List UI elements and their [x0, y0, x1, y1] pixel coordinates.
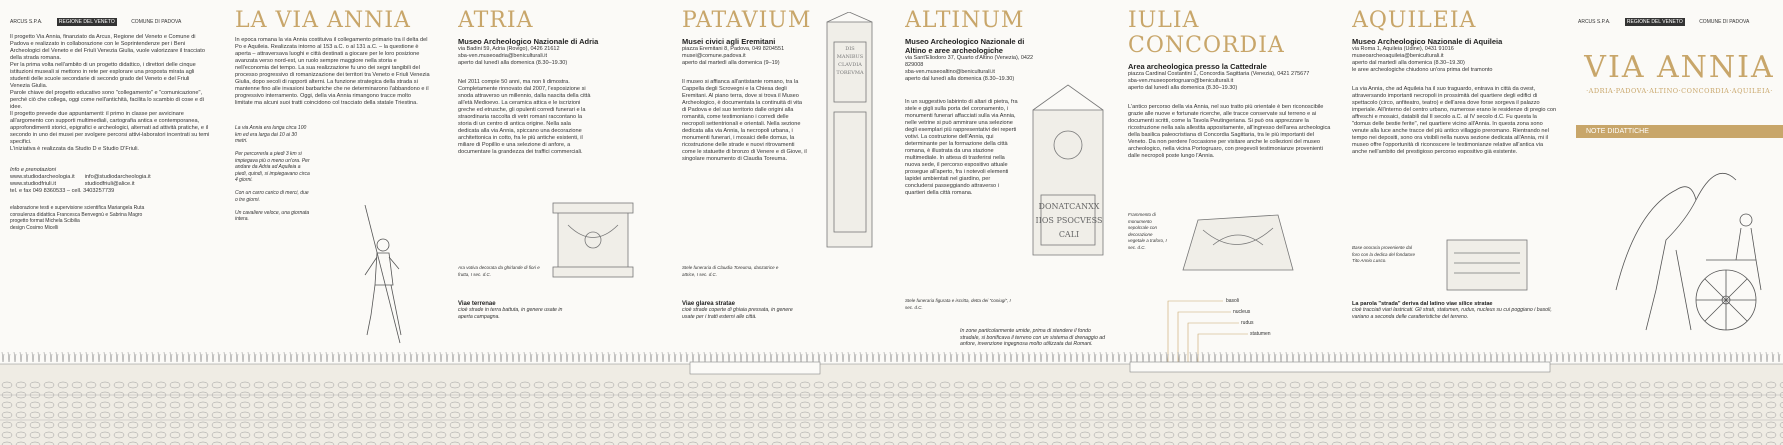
caption-4: Un cavaliere veloce, una giornata intera. — [235, 209, 310, 222]
aquileia-email[interactable]: museoarcheoaquileia@beniculturali.it — [1352, 53, 1444, 59]
label-statumen: statumen — [1250, 331, 1271, 337]
info-email-1[interactable]: info@studiodarcheologia.it — [84, 174, 151, 180]
chariot-illustration — [1596, 150, 1776, 350]
caption-3: Con un carro carico di merci, due o tre giorni. — [235, 190, 309, 203]
patavium-email[interactable]: musei@comune.padova.it — [682, 53, 746, 59]
patavium-caption: Stele funeraria di Claudia Toreuma, danzatrice e attrice, I sec. d.C. — [682, 265, 779, 277]
credits — [10, 205, 210, 231]
logos — [10, 10, 210, 28]
cover-subtitle: ·ADRIA·PADOVA·ALTINO·CONCORDIA·AQUILEIA· — [1586, 87, 1773, 95]
cover-logos — [1578, 10, 1783, 28]
intro-p5: L'iniziativa è realizzata da Studio D e Studio D'Friuli. — [10, 146, 139, 152]
patavium-addr: piazza Eremitani 8, Padova, 049 8204551 — [682, 46, 785, 52]
honorary-base-illustration — [1442, 235, 1532, 295]
atria-road-text: cioè strade in terra battuta, in genere usate in aperta campagna. — [458, 307, 563, 320]
intro-p2: Per la prima volta nell'ambito di un progetto didattico, i direttori delle cinque istituzioni museali si mettono in rete per esplorare una proposta mirata agli studenti delle scuole secondarie di secondo grado del Veneto e del Friuli Venezia Giulia. — [10, 62, 196, 89]
logo-arcus: ARCUS S.P.A. — [10, 19, 43, 25]
cover-title: VIA ANNIA — [1584, 50, 1775, 85]
aquileia-addr: via Roma 1, Aquileia (Udine), 0431 91016 — [1352, 46, 1454, 52]
aquileia-text: La via Annia, che ad Aquileia ha il suo traguardo, entrava in città da ovest, attraversando importanti necropoli in prossimità del quartiere degli edifici di spettacolo (circo, anfiteatro, teatro) e dell'area dove forse sorgeva il palazzo imperiale. All'interno del centro urbano, numerose erano le residenze di pregio con affreschi e mosaici, databili dal II secolo a.C. al IV secolo d.C. Fu questa la "domus delle bestie ferite", nel quartiere vicino all'Annia. In questa zona sono venute alla luce anche tracce del più antico villaggio preromano. Rientrando nel tempo nei depositi, sono ora visibili nella nuova sezione dedicata all'Annia, mi il museo offre l'opportunità di riconoscere le testimonianze relative all'antica via anche nell'ambito del prestigioso percorso espositivo già esistente. — [1352, 86, 1557, 155]
via-annia-text: In epoca romana la via Annia costituiva il collegamento primario tra il delta del Po e Aquileia. Realizzata intorno al 153 a.C. o al 131 a.C. – la questione è aperta – attraversava luoghi e città destinati a giocare per le loro posizione avanzata verso nord-est, un ruolo sempre maggiore nella storia e nell'economia del tempo. La sua realizzazione fu uno dei segni tangibili del processo progressivo di romanizzazione dei territori tra Veneto e Friuli Venezia Giulia, dopo secoli di rapporti alterni. La funzione strategica della strada si mantenne fino alle invasioni barbariche che ne determinarono l'abbandono e il progressivo interramento. Oggi, della via Annia rimangono tracce molto limitate ma alcuni suoi tratti coincidono col tracciato della statale Triestina. — [235, 37, 430, 106]
atria-road-title: Viae terrenae — [458, 301, 496, 307]
aquileia-road — [1352, 298, 1562, 320]
altar-illustration — [548, 195, 638, 280]
via-annia-captions — [235, 125, 310, 223]
logo-regione: REGIONE DEL VENETO — [58, 19, 115, 25]
atria-caption: Ara votiva decorata da ghirlande di fiori e frutta, I sec. d.C. — [458, 265, 540, 277]
aquileia-extra: le aree archeologiche chiudono un'ora prima del tramonto — [1352, 67, 1493, 73]
credit-3: progetto format Michela Scibilia — [10, 218, 80, 224]
iulia-caption: Frammento di monumento sepolcrale con decorazione vegetale a traforo, I sec. d.C. — [1128, 212, 1167, 250]
iulia-hours: aperto dal lunedì alla domenica (8.30–19.30) — [1128, 85, 1238, 91]
info-link-2[interactable]: www.studiodfriuli.it — [10, 181, 57, 187]
patavium-text: Il museo si affianca all'antistante romano, tra la Cappella degli Scrovegni e la Chiesa degli Eremitani. Al piano terra, dove si trova il Museo Archeologico, è documentata la continuità di vita di Padova e del suo territorio dalle origini alla romanità, come testimoniano i corredi delle necropoli settentrionali e orientali. Nella sezione dedicata alla via Annia, la necropoli urbana, i monumenti funerari, i mosaici delle domus, la ricostruzione delle strade e nuovi ritrovamenti come le statuette di bronzo di Venere e di Giove, il singolare monumento di Claudia Toreuma. — [682, 79, 807, 162]
altinum-road-text: In zone particolarmente umide, prima di stendere il fondo stradale, si bonificava il terreno con un sistema di drenaggio ad anfore, invenzione ingegnosa molto utilizzata dai Romani. — [960, 328, 1106, 347]
aquileia-museum: Museo Archeologico Nazionale di Aquileia — [1352, 37, 1503, 46]
credit-4: design Cosimo Micelli — [10, 224, 59, 231]
label-nucleus: nucleus — [1233, 309, 1251, 315]
iulia-title: IULIA CONCORDIA — [1128, 8, 1285, 58]
atria-addr: via Badini 59, Adria (Rovigo), 0426 21612 — [458, 46, 560, 52]
atria-road — [458, 298, 578, 320]
stele-inscription: DIS MANIBUS CLAVDIA TOREVMA — [836, 46, 864, 76]
iulia-email[interactable]: sba-ven.museoportogruaro@beniculturali.it — [1128, 78, 1234, 84]
patavium-hours: aperto dal martedì alla domenica (9–19) — [682, 60, 780, 66]
intro-p3: Parole chiave del progetto educativo sono "collegamento" e "comunicazione", perché ciò che collega, oggi come nell'antichità, facilita lo scambio di cose e di idee. — [10, 90, 204, 110]
cover-logo-arcus: ARCUS S.P.A. — [1578, 19, 1611, 25]
caption-1: La via Annia era lunga circa 100 km ed era larga dai 10 ai 30 metri. — [235, 125, 307, 144]
aquileia-hours: aperto dal martedì alla domenica (8.30–19.30) — [1352, 60, 1465, 66]
altinum-hours: aperto dal lunedì alla domenica (8.30–19.30) — [905, 76, 1015, 82]
patavium-road-title: Viae glarea stratae — [682, 301, 735, 307]
fragment-illustration — [1178, 210, 1298, 280]
patavium-title: PATAVIUM — [682, 8, 812, 33]
iulia-museum: Area archeologica presso la Cattedrale — [1128, 62, 1267, 71]
intro-text — [10, 34, 210, 153]
credit-1: elaborazione testi e supervisione scientifica Mariangela Ruta — [10, 205, 145, 211]
patavium-museum: Musei civici agli Eremitani — [682, 37, 776, 46]
iulia-addr: piazza Cardinal Costantini 1, Concordia Sagittaria (Venezia), 0421 275677 — [1128, 71, 1310, 77]
aquileia-road-text: cioè tracciati viari lastricati. Gli strati, statumen, rudus, nucleus su cui poggiano i basoli, variano a seconda delle caratteristiche del terreno. — [1352, 307, 1552, 320]
cover-logo-comune: COMUNE DI PADOVA — [1699, 19, 1750, 25]
altinum-inscription: DONATCANXX IIOS PSOCVESS CALI — [1035, 202, 1103, 239]
atria-text: Nel 2011 compie 50 anni, ma non li dimostra. Completamente rinnovato dal 2007, l'esposizione si snoda attraverso un millennio, dalla nascita della città all'età Medioevo. La ceramica attica e le iscrizioni greche ed etrusche, gli opulenti corredi funerari e la straordinaria raccolta di vetri romani raccontano la storia di un centro di antica origine. Nella sala dedicata alla via Annia, spiccano una decorazione architettonica in cotto, fra le più antiche esistenti, il miliare di Popillio e una selezione di anfore, a documentare la grandezza dei traffici commerciali. — [458, 79, 591, 155]
label-rudus: rudus — [1241, 320, 1254, 326]
altinum-email[interactable]: sba-ven.museoaltino@beniculturali.it — [905, 69, 995, 75]
soldier-illustration — [355, 205, 415, 345]
patavium-road-text: cioè strade coperte di ghiaia pressata, in genere usate per i tratti esterni alle città. — [682, 307, 793, 320]
via-annia-title: LA VIA ANNIA — [235, 8, 411, 33]
cover-note-banner: NOTE DIDATTICHE — [1576, 125, 1783, 138]
altinum-addr: via Sant'Eliodoro 37, Quarto d'Altino (Venezia), 0422 829008 — [905, 55, 1034, 68]
credit-2: consulenza didattica Francesca Benvegnù e Sabrina Magro — [10, 211, 143, 218]
aquileia-title: AQUILEIA — [1352, 8, 1477, 33]
altinum-title: ALTINUM — [905, 8, 1025, 33]
atria-title: ATRIA — [458, 8, 534, 33]
intro-p4: Il progetto prevede due appuntamenti: il primo in classe per avvicinare all'argomento con supporti multimediali, cartografia antica e contemporanea, approfondimenti storici, epigrafici e archeologici, alternati ad attività pratiche, e il secondo in uno dei musei per svolgere percorsi attivi-laboratori incentrati su temi specifici. — [10, 111, 210, 145]
info-block — [10, 167, 210, 195]
intro-p1: Il progetto Via Annia, finanziato da Arcus, Regione del Veneto e Comune di Padova e realizzato in collaborazione con le Soprintendenze per i Beni Archeologici del Veneto e del Friuli Venezia Giulia, vuole valorizzare il tracciato della strada romana. — [10, 34, 205, 61]
logo-comune: COMUNE DI PADOVA — [131, 19, 182, 25]
atria-museum: Museo Archeologico Nazionale di Adria — [458, 37, 599, 46]
info-email-2[interactable]: studiodfriuli@alice.it — [84, 181, 135, 187]
altinum-text: In un suggestivo labirinto di altari di pietra, fra stele e gigli sulla porta del coronamento, i monumenti funerari affacciati sulla via Annia, nelle vetrine si può ammirare una selezione degli esemplari più rappresentativi dei reperti votivi. La costruzione dell'Annia, qui determinante per la formazione della città romana, è illustrata da una stazione multimediale. In attesa di trasferirsi nella nuova sede, il percorso espositivo attuale prosegue all'aperto, fra i notevoli elementi lapidei ambientati nel giardino, per concludersi passeggiando attraverso i quartieri della città romana. — [905, 99, 1018, 196]
info-tel: tel. e fax 049 8360533 – cell. 3403257739 — [10, 188, 115, 194]
info-title: Info e prenotazioni — [10, 167, 57, 173]
cover-logo-regione: REGIONE DEL VENETO — [1626, 19, 1683, 25]
aquileia-road-title: La parola "strada" deriva dal latino viae silice stratae — [1352, 301, 1493, 307]
atria-email[interactable]: sba-ven.museoadria@beniculturali.it — [458, 53, 548, 59]
label-basoli: basoli — [1226, 298, 1240, 304]
altinum-caption: Stele funeraria figurata e iscritta, detta dei "coniugi", I sec. d.C. — [905, 298, 1011, 310]
road-cross-section — [0, 350, 1783, 445]
patavium-road — [682, 298, 802, 320]
altinum-museum: Museo Archeologico Nazionale di Altino e aree archeologiche — [905, 37, 1025, 55]
iulia-text: L'antico percorso della via Annia, nel suo tratto più orientale è ben riconoscibile grazie alle nuove e fortunate ricerche, alle tracce conservate sul terreno e ai documenti scritti, come la Tavola Peutingeriana. Si può ora apprezzare la ricostruzione nella sala allestita appositamente, all'ingresso dell'area archeologica della basilica paleocristiana di Concordia Sagittaria, tra le più importanti del Veneto. Da non perdere l'occasione per visitare anche le collezioni del museo archeologico, nella vicina Portogruaro, con pregevoli testimonianze provenienti dalle necropoli poste lungo l'Annia. — [1128, 104, 1331, 159]
aquileia-caption: Base onoraria proveniente dal foro con la dedica del fondatore Tito Annio Lusco. — [1352, 245, 1416, 263]
caption-2: Per percorrerla a piedi 3 km si impiegava più o meno un'ora. Per andare da Adria ad Aquileia a piedi, quindi, si impiegavano circa 4 giorni. — [235, 151, 310, 183]
atria-hours: aperto dal lunedì alla domenica (8.30–19.30) — [458, 60, 568, 66]
info-link-1[interactable]: www.studiodarcheologia.it — [10, 174, 75, 180]
